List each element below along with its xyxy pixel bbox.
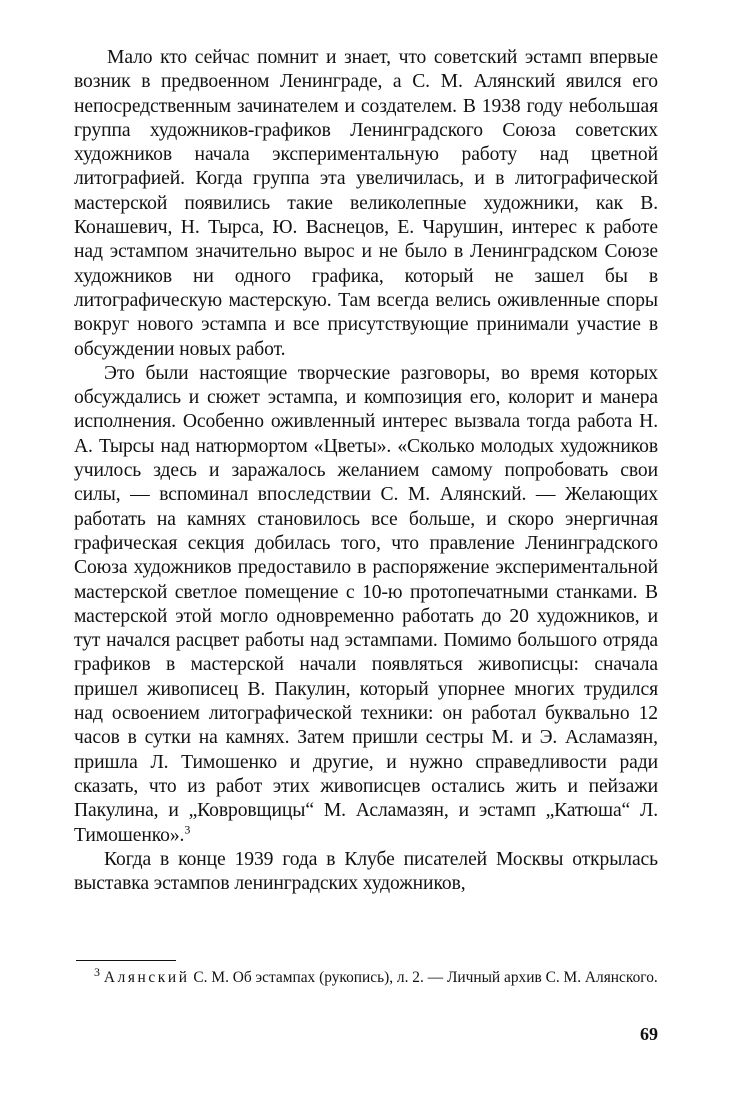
paragraph-3: Когда в конце 1939 года в Клубе писателей Москвы открылась выставка эстампов ленинградских художников, [74,848,658,895]
footnote-author: Алянский [103,969,190,986]
footnote-divider [76,960,176,961]
footnote-text: С. М. Об эстампах (рукопись), л. 2. — Личный архив С. М. Алянского. [193,969,658,986]
footnote [76,964,658,988]
footnote-reference: 3 [184,821,191,836]
page-number: 69 [640,1024,658,1044]
footnote-marker: 3 [94,964,100,979]
paragraph-1: Мало кто сейчас помнит и знает, что советский эстамп впервые возник в предвоенном Ленинграде, а С. М. Алянский явился его непосредственным зачинателем и создателем. В 1938 году небольшая группа художников-графиков Ленинградского Союза советских художников начала экспериментальную работу над цветной литографией. Когда группа эта увеличилась, и в литографической мастерской появились такие великолепные художники, как В. Конашевич, Н. Тырса, Ю. Васнецов, Е. Чарушин, интерес к работе над эстампом значительно вырос и не было в Ленинградском Союзе художников ни одного графика, который не зашел бы в литографическую мастерскую. Там всегда велись оживленные споры вокруг нового эстампа и все присутствующие принимали участие в обсуждении новых работ. [74,47,658,360]
paragraph-2-text: Это были настоящие творческие разговоры, во время которых обсуждались и сюжет эстампа, и композиция его, колорит и манера исполнения. Особенно оживленный интерес вызвала тогда работа Н. А. Тырсы над натюрмортом «Цветы». «Сколько молодых художников училось здесь и заражалось желанием самому попробовать свои силы, — вспоминал впоследствии С. М. Алянский. — Желающих работать на камнях становилось все больше, и скоро энергичная графическая секция добилась того, что правление Ленинградского Союза художников предоставило в распоряжение экспериментальной мастерской светлое помещение с 10-ю протопечатными станками. В мастерской этой могло одновременно работать до 20 художников, и тут начался расцвет работы над эстампами. Помимо большого отряда графиков в мастерской начали появляться живописцы: сначала пришел живописец В. Пакулин, который упорнее многих трудился над освоением литографической техники: он работал буквально 12 часов в сутки на камнях. Затем пришли сестры М. и Э. Асламазян, пришла Л. Тимошенко и другие, и нужно справедливости ради сказать, что из работ этих живописцев остались жить и пейзажи Пакулина, и „Ковровщицы“ М. Асламазян, и эстамп „Катюша“ Л. Тимошенко». [74,362,658,846]
page-body [74,46,658,896]
paragraph-2 [74,362,658,848]
